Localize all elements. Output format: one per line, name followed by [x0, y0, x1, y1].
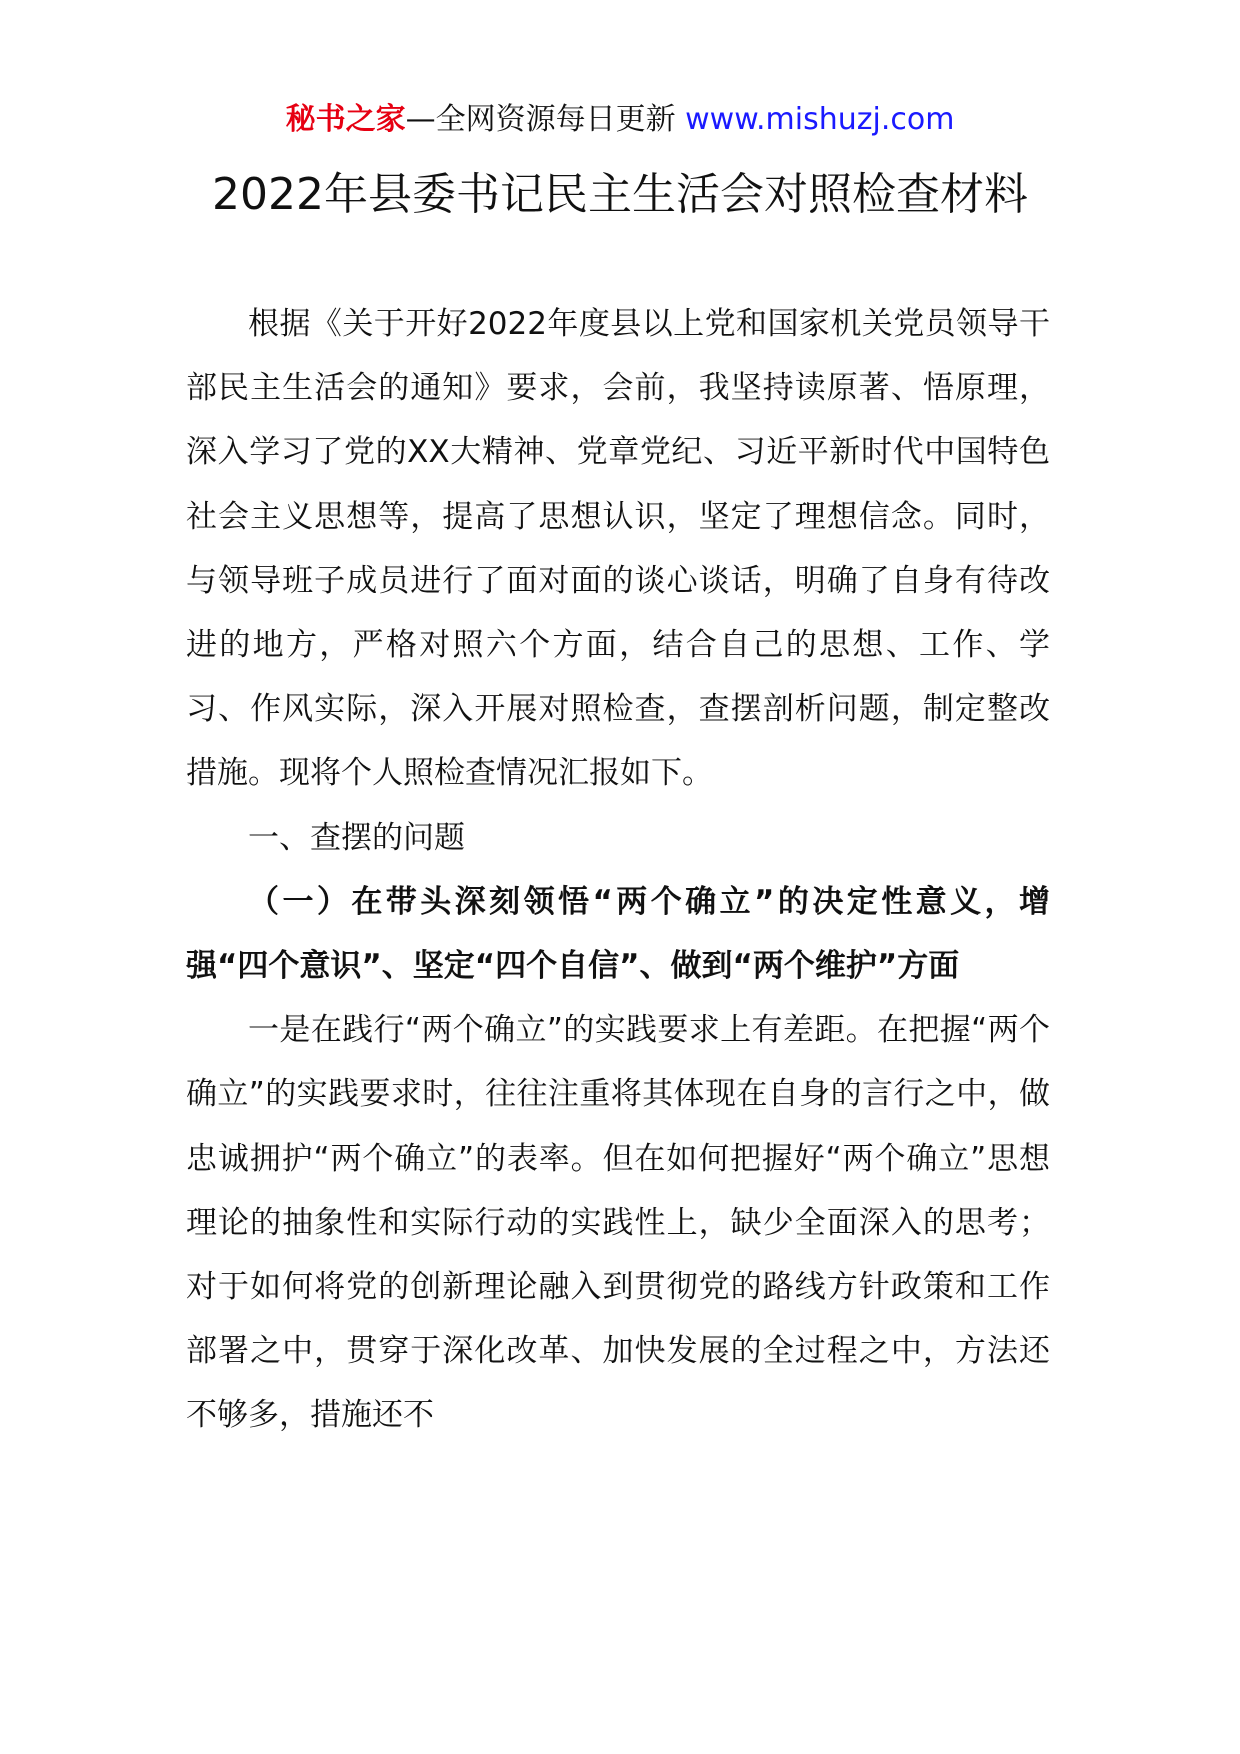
section-heading: 一、查摆的问题 — [248, 819, 465, 856]
brand-name: 秘书之家 — [285, 102, 406, 137]
document-title: 2022年县委书记民主生活会对照检查材料 — [212, 169, 1028, 220]
sub-heading: （一）在带头深刻领悟“两个确立”的决定性意义，增强“四个意识”、坚定“四个自信”、做到“两个维护”方面 — [186, 883, 1050, 985]
document-body — [186, 292, 1050, 1448]
site-header — [0, 100, 1240, 140]
intro-paragraph: 根据《关于开好2022年度县以上党和国家机关党员领导干部民主生活会的通知》要求，会前，我坚持读原著、悟原理，深入学习了党的XX大精神、党章党纪、习近平新时代中国特色社会主义思想等，提高了思想认识，坚定了理想信念。同时，与领导班子成员进行了面对面的谈心谈话，明确了自身有待改进的地方，严格对照六个方面，结合自己的思想、工作、学习、作风实际，深入开展对照检查，查摆剖析问题，制定整改措施。现将个人照检查情况汇报如下。 — [186, 306, 1050, 792]
body-paragraph: 一是在践行“两个确立”的实践要求上有差距。在把握“两个确立”的实践要求时，往往注重将其体现在自身的言行之中，做忠诚拥护“两个确立”的表率。但在如何把握好“两个确立”思想理论的抽象性和实际行动的实践性上，缺少全面深入的思考；对于如何将党的创新理论融入到贯彻党的路线方针政策和工作部署之中，贯穿于深化改革、加快发展的全过程之中，方法还不够多，措施还不 — [186, 1012, 1050, 1434]
header-tagline: —全网资源每日更新 — [405, 102, 676, 137]
site-url-link[interactable]: www.mishuzj.com — [685, 102, 955, 137]
